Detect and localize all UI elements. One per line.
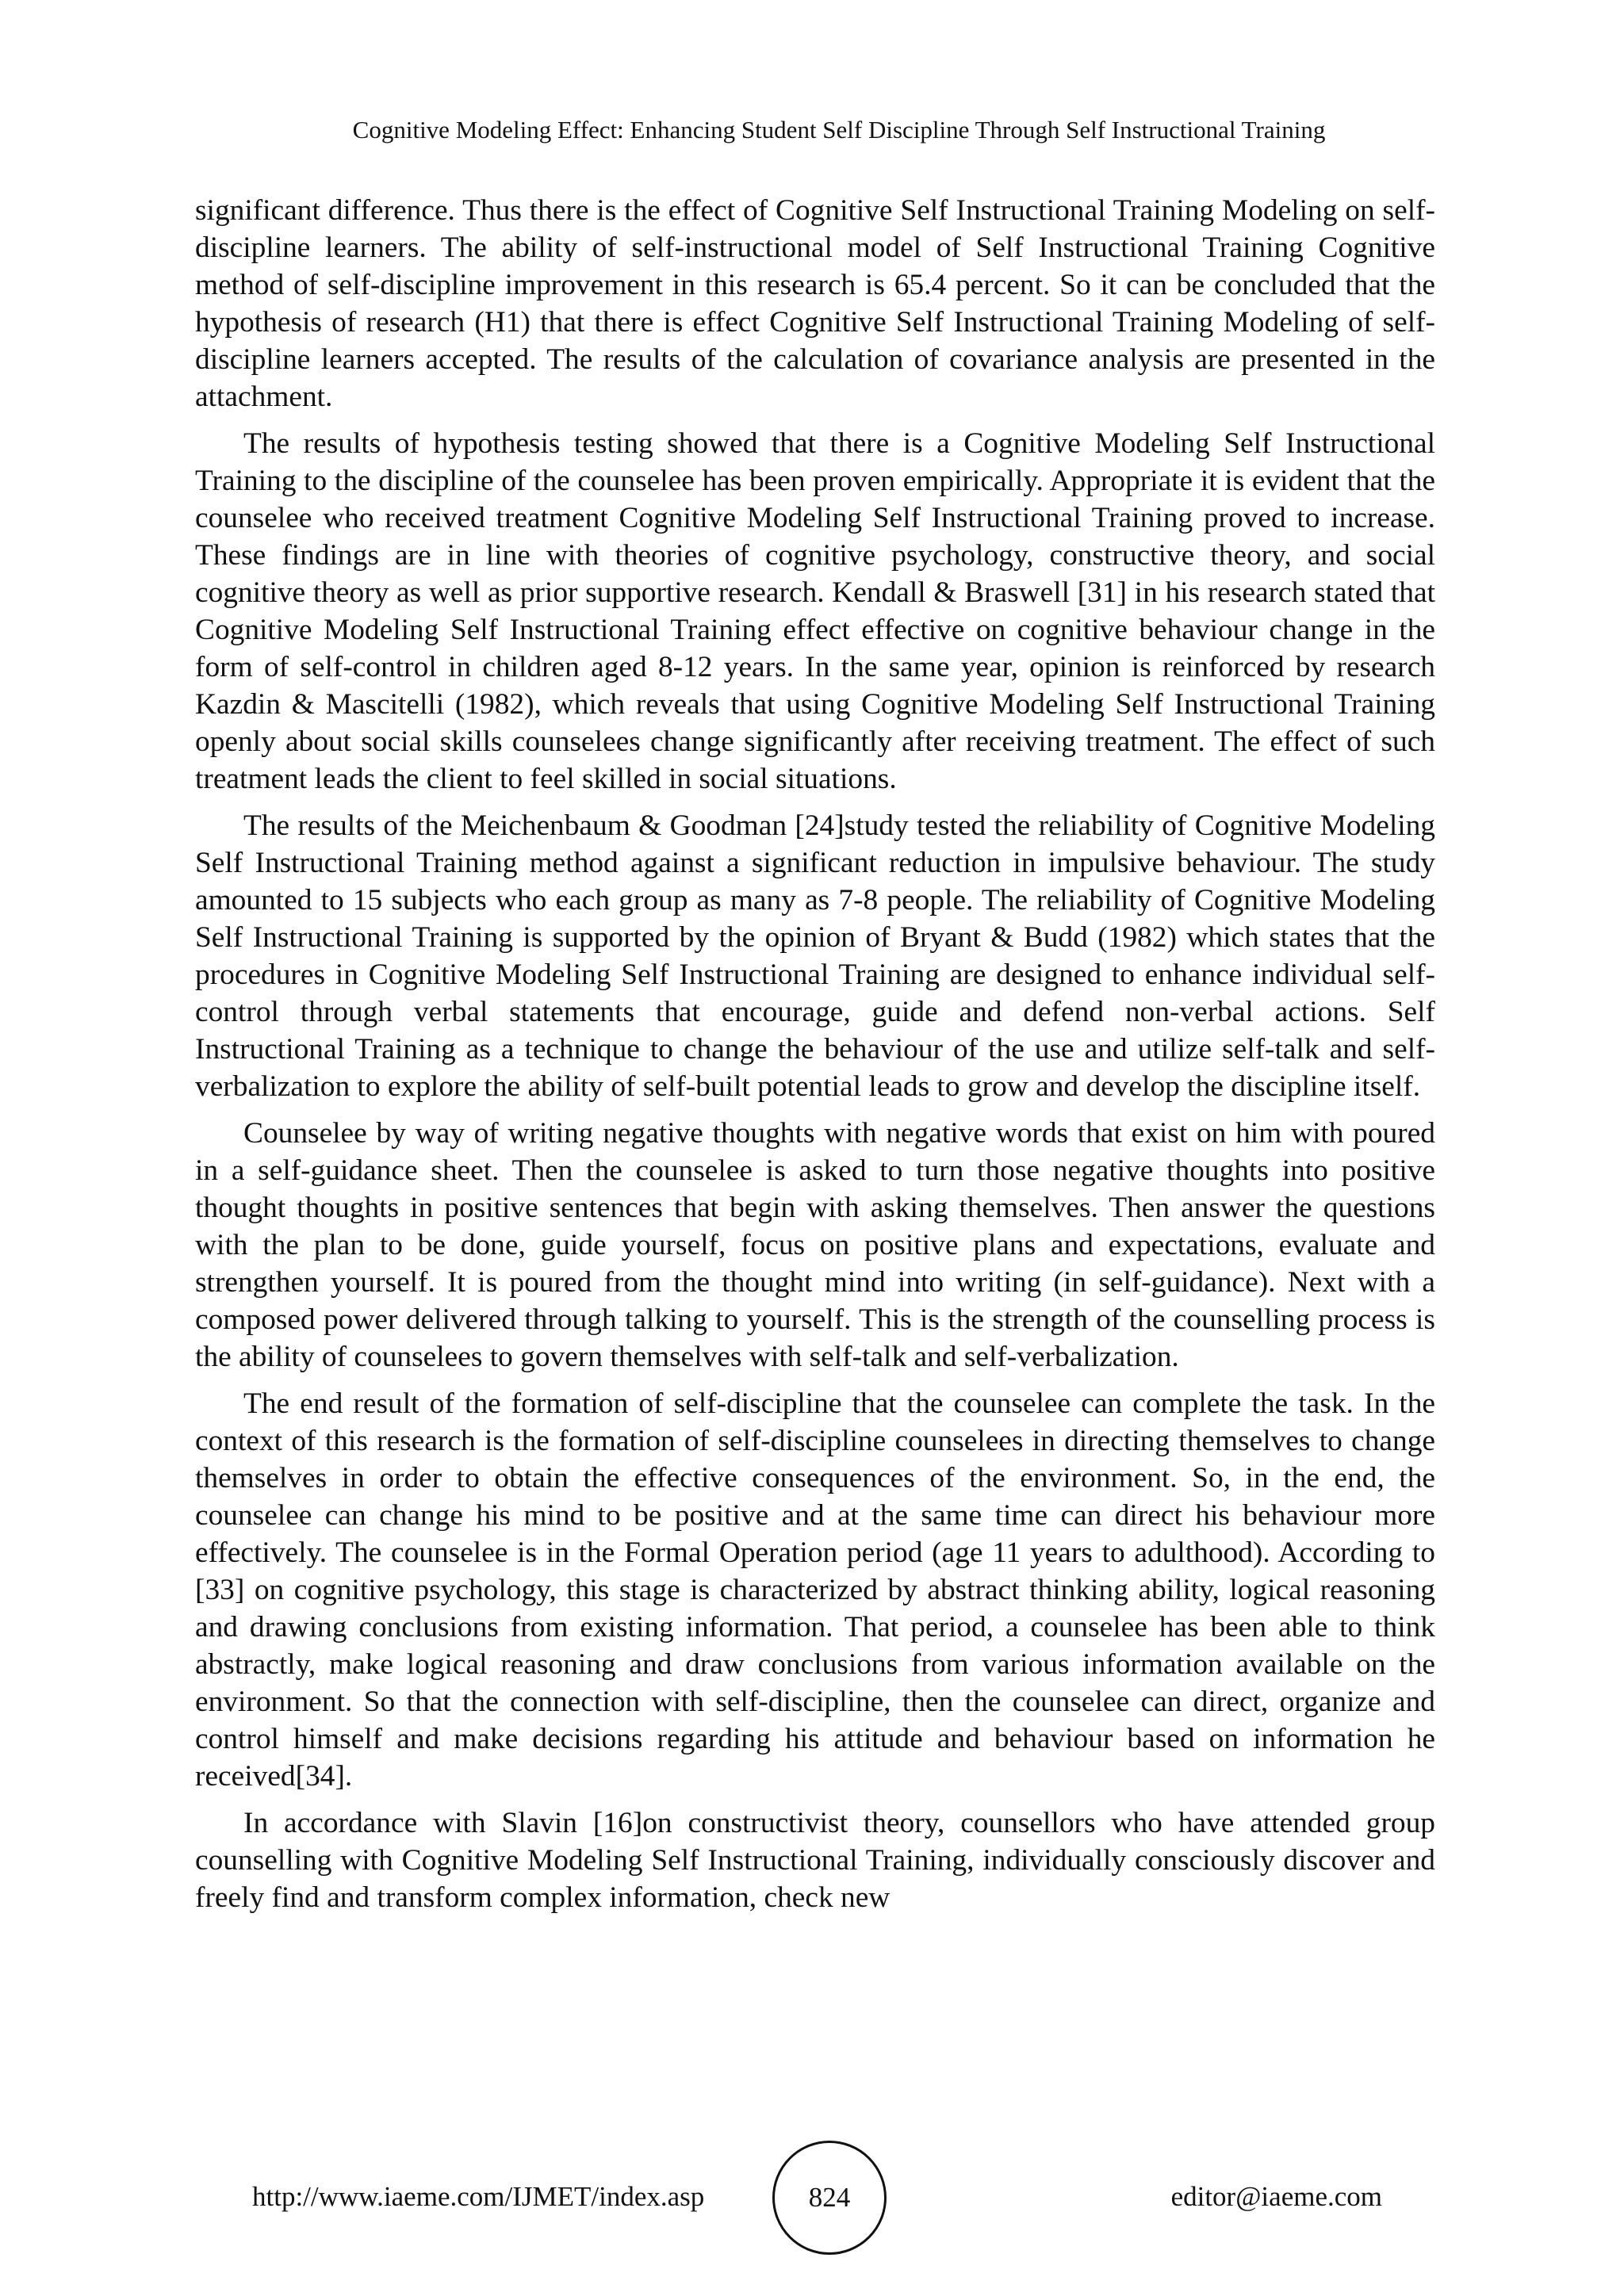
article-body: [195, 192, 1435, 1926]
page-number-badge: [772, 2141, 887, 2255]
paragraph-2: The results of hypothesis testing showed that there is a Cognitive Modeling Self Instructional Training to the discipline of the counselee has been proven empirically. Appropriate it is evident that the counselee who received treatment Cognitive Modeling Self Instructional Training proved to increase. These findings are in line with theories of cognitive psychology, constructive theory, and social cognitive theory as well as prior supportive research. Kendall & Braswell [31] in his research stated that Cognitive Modeling Self Instructional Training effect effective on cognitive behaviour change in the form of self-control in children aged 8-12 years. In the same year, opinion is reinforced by research Kazdin & Mascitelli (1982), which reveals that using Cognitive Modeling Self Instructional Training openly about social skills counselees change significantly after receiving treatment. The effect of such treatment leads the client to feel skilled in social situations.: [195, 427, 1435, 795]
paragraph-4: Counselee by way of writing negative thoughts with negative words that exist on him with poured in a self-guidance sheet. Then the counselee is asked to turn those negative thoughts into positive thought thoughts in positive sentences that begin with asking themselves. Then answer the questions with the plan to be done, guide yourself, focus on positive plans and expectations, evaluate and strengthen yourself. It is poured from the thought mind into writing (in self-guidance). Next with a composed power delivered through talking to yourself. This is the strength of the counselling process is the ability of counselees to govern themselves with self-talk and self-verbalization.: [195, 1117, 1435, 1373]
running-head-title: Cognitive Modeling Effect: Enhancing Student Self Discipline Through Self Instructional Training: [352, 116, 1326, 144]
page-number: 824: [808, 2182, 851, 2213]
footer-url-link[interactable]: http://www.iaeme.com/IJMET/index.asp: [252, 2181, 705, 2212]
paragraph-5: The end result of the formation of self-discipline that the counselee can complete the task. In the context of this research is the formation of self-discipline counselees in directing themselves to change themselves in order to obtain the effective consequences of the environment. So, in the end, the counselee can change his mind to be positive and at the same time can direct his behaviour more effectively. The counselee is in the Formal Operation period (age 11 years to adulthood). According to [33] on cognitive psychology, this stage is characterized by abstract thinking ability, logical reasoning and drawing conclusions from existing information. That period, a counselee has been able to think abstractly, make logical reasoning and draw conclusions from various information available on the environment. So that the connection with self-discipline, then the counselee can direct, organize and control himself and make decisions regarding his attitude and behaviour based on information he received[34].: [195, 1387, 1435, 1793]
paragraph-3: The results of the Meichenbaum & Goodman [24]study tested the reliability of Cognitive Modeling Self Instructional Training method against a significant reduction in impulsive behaviour. The study amounted to 15 subjects who each group as many as 7-8 people. The reliability of Cognitive Modeling Self Instructional Training is supported by the opinion of Bryant & Budd (1982) which states that the procedures in Cognitive Modeling Self Instructional Training are designed to enhance individual self-control through verbal statements that encourage, guide and defend non-verbal actions. Self Instructional Training as a technique to change the behaviour of the use and utilize self-talk and self-verbalization to explore the ability of self-built potential leads to grow and develop the discipline itself.: [195, 809, 1435, 1103]
paragraph-1: significant difference. Thus there is the effect of Cognitive Self Instructional Training Modeling on self-discipline learners. The ability of self-instructional model of Self Instructional Training Cognitive method of self-discipline improvement in this research is 65.4 percent. So it can be concluded that the hypothesis of research (H1) that there is effect Cognitive Self Instructional Training Modeling of self-discipline learners accepted. The results of the calculation of covariance analysis are presented in the attachment.: [195, 194, 1435, 413]
paragraph-6: In accordance with Slavin [16]on constructivist theory, counsellors who have attended group counselling with Cognitive Modeling Self Instructional Training, individually consciously discover and freely find and transform complex information, check new: [195, 1807, 1435, 1914]
footer-email-link[interactable]: editor@iaeme.com: [1170, 2181, 1382, 2212]
